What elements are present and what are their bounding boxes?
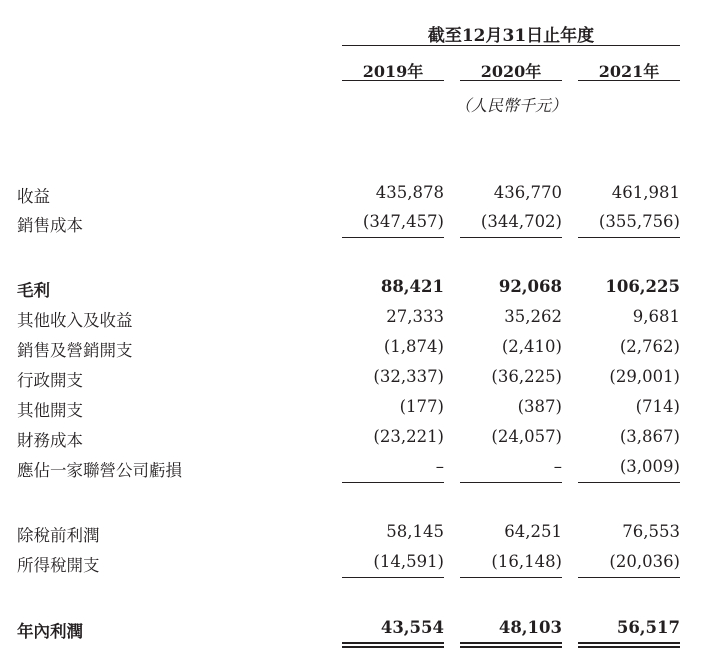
year-rule-2020 bbox=[460, 80, 562, 81]
finance-costs-2020: (24,057) bbox=[491, 427, 562, 446]
gross-profit-2020: 92,068 bbox=[498, 277, 562, 296]
other-income-2021: 9,681 bbox=[632, 307, 680, 326]
row-label-revenue: 收益 bbox=[17, 187, 50, 206]
profit-for-year-2019: 43,554 bbox=[380, 618, 444, 637]
subtotal-rule bbox=[460, 577, 562, 578]
selling-expenses-2021: (2,762) bbox=[619, 337, 680, 356]
year-rule-2021 bbox=[578, 80, 680, 81]
total-double-rule bbox=[578, 642, 680, 648]
subtotal-rule bbox=[578, 482, 680, 483]
cost-of-sales-2020: (344,702) bbox=[480, 212, 562, 231]
other-expenses-2021: (714) bbox=[635, 397, 680, 416]
subtotal-rule bbox=[460, 237, 562, 238]
associate-loss-2020: – bbox=[553, 457, 562, 476]
row-label-profit-before-tax: 除稅前利潤 bbox=[17, 526, 100, 545]
cost-of-sales-2019: (347,457) bbox=[362, 212, 444, 231]
associate-loss-2021: (3,009) bbox=[619, 457, 680, 476]
associate-loss-2019: – bbox=[435, 457, 444, 476]
gross-profit-2019: 88,421 bbox=[380, 277, 444, 296]
selling-expenses-2019: (1,874) bbox=[383, 337, 444, 356]
period-header: 截至12月31日止年度 bbox=[427, 26, 595, 46]
finance-costs-2021: (3,867) bbox=[619, 427, 680, 446]
row-label-income-tax: 所得稅開支 bbox=[17, 556, 100, 575]
subtotal-rule bbox=[460, 482, 562, 483]
revenue-2019: 435,878 bbox=[375, 183, 444, 202]
subtotal-rule bbox=[342, 482, 444, 483]
row-label-cost-of-sales: 銷售成本 bbox=[17, 216, 83, 235]
subtotal-rule bbox=[342, 577, 444, 578]
admin-expenses-2019: (32,337) bbox=[373, 367, 444, 386]
row-label-other-expenses: 其他開支 bbox=[17, 401, 83, 420]
year-rule-2019 bbox=[342, 80, 444, 81]
unit-label: （人民幣千元） bbox=[454, 96, 567, 115]
profit-for-year-2020: 48,103 bbox=[498, 618, 562, 637]
revenue-2020: 436,770 bbox=[493, 183, 562, 202]
row-label-other-income: 其他收入及收益 bbox=[17, 311, 133, 330]
total-double-rule bbox=[460, 642, 562, 648]
row-label-associate-loss: 應佔一家聯營公司虧損 bbox=[17, 461, 182, 480]
subtotal-rule bbox=[578, 577, 680, 578]
admin-expenses-2021: (29,001) bbox=[609, 367, 680, 386]
revenue-2021: 461,981 bbox=[611, 183, 680, 202]
subtotal-rule bbox=[578, 237, 680, 238]
admin-expenses-2020: (36,225) bbox=[491, 367, 562, 386]
total-double-rule bbox=[342, 642, 444, 648]
profit-before-tax-2020: 64,251 bbox=[504, 522, 562, 541]
row-label-selling-expenses: 銷售及營銷開支 bbox=[17, 341, 133, 360]
profit-before-tax-2019: 58,145 bbox=[386, 522, 444, 541]
selling-expenses-2020: (2,410) bbox=[501, 337, 562, 356]
row-label-profit-for-year: 年內利潤 bbox=[17, 622, 83, 641]
other-income-2019: 27,333 bbox=[386, 307, 444, 326]
row-label-finance-costs: 財務成本 bbox=[17, 431, 83, 450]
profit-for-year-2021: 56,517 bbox=[616, 618, 680, 637]
cost-of-sales-2021: (355,756) bbox=[598, 212, 680, 231]
other-expenses-2019: (177) bbox=[399, 397, 444, 416]
finance-costs-2019: (23,221) bbox=[373, 427, 444, 446]
row-label-admin-expenses: 行政開支 bbox=[17, 371, 83, 390]
other-expenses-2020: (387) bbox=[517, 397, 562, 416]
profit-before-tax-2021: 76,553 bbox=[622, 522, 680, 541]
income-tax-2020: (16,148) bbox=[491, 552, 562, 571]
year-2021: 2021年 bbox=[598, 62, 660, 81]
row-label-gross-profit: 毛利 bbox=[17, 281, 50, 300]
year-2020: 2020年 bbox=[480, 62, 542, 81]
gross-profit-2021: 106,225 bbox=[605, 277, 680, 296]
year-2019: 2019年 bbox=[362, 62, 424, 81]
header-rule bbox=[342, 45, 680, 46]
income-tax-2021: (20,036) bbox=[609, 552, 680, 571]
other-income-2020: 35,262 bbox=[504, 307, 562, 326]
income-tax-2019: (14,591) bbox=[373, 552, 444, 571]
subtotal-rule bbox=[342, 237, 444, 238]
